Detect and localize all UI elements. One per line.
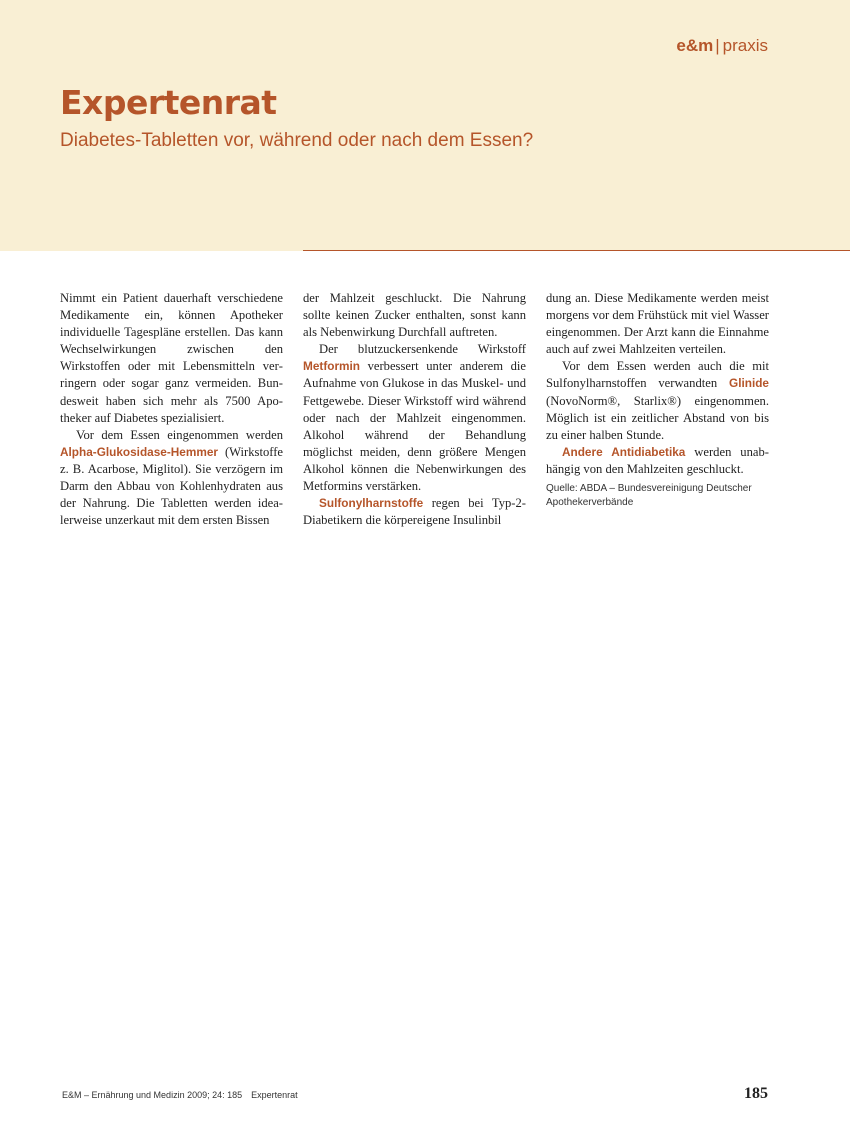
article-subtitle: Diabetes-Tabletten vor, während oder nach dem Essen? [60,130,534,151]
paragraph-alpha-glucosidase [60,427,283,530]
text-column-3 [546,290,769,510]
source-note: Quelle: ABDA – Bundesvereinigung Deutscher Apothekerverbände [546,483,752,509]
text-column-1 [60,290,283,529]
paragraph-text: werden unabhängig von den Mahlzeiten geschluckt. [546,444,769,476]
highlighted-term: Metformin [303,359,361,374]
paragraph-text: Der blutzuckersenkende Wirkstoff [319,342,526,357]
highlighted-term: Andere Antidiabetika [562,444,686,459]
page-number: 185 [744,1085,768,1102]
highlighted-term: Alpha-Glukosidase-Hemmer [60,444,218,459]
journal-brand: e&m [676,36,714,55]
paragraph-metformin [303,341,526,495]
journal-citation: E&M – Ernährung und Medizin 2009; 24: 185 [62,1090,243,1100]
paragraph-text: Vor dem Essen werden auch die mit Sulfonylharnstoffen verwandten [546,359,769,391]
paragraph-sulfonylurea [303,495,526,529]
paragraph-text: (Wirkstoffe z. B. Acarbose, Miglitol). Sie verzögern im Darm den Abbau von Kohlenhydraten aus der Nahrung. Die Tabletten werden idealerweise unzerkaut mit dem ersten Bissen [60,444,283,528]
paragraph-continuation: dung an. Diese Medikamente werden meist morgens vor dem Frühstück mit viel Wasser eingenommen. Der Arzt kann die Einnahme auch auf zwei Mahlzeiten verteilen. [546,291,769,357]
footer-topic: Expertenrat [251,1090,298,1100]
highlighted-term: Glinide [729,376,769,391]
section-separator: | [715,36,720,55]
paragraph-glinide [546,358,769,443]
paragraph-text: (NovoNorm®, Starlix®) eingenommen. Möglich ist ein zeitlicher Abstand von bis zu einer halben Stunde. [546,393,769,442]
article-title: Expertenrat [60,83,277,122]
paragraph-text: Vor dem Essen eingenommen werden [76,427,283,442]
footer-citation [62,1090,298,1100]
paragraph-continuation: der Mahlzeit geschluckt. Die Nahrung sollte keinen Zucker enthalten, sonst kann als Nebenwirkung Durchfall auftreten. [303,291,526,340]
section-name: praxis [722,36,768,55]
header-divider [303,250,850,251]
paragraph-text: verbessert unter anderem die Aufnahme von Glukose in das Muskel- und Fettgewebe. Dieser Wirkstoff wird während oder nach der Mahlzeit eingenommen. Alkohol während der Behandlung möglichst meiden, denn größere Mengen Alkohol können die Nebenwirkungen des Metformins verstärken. [303,359,526,494]
highlighted-term: Sulfonylharnstoffe [319,496,424,511]
paragraph-text: regen bei Typ-2-Diabetikern die körpereigene Insulinbil [303,496,526,528]
paragraph-intro: Nimmt ein Patient dauerhaft verschiedene Medikamente ein, können Apotheker individuelle Tagespläne erstellen. Das kann Wechselwirkungen zwischen den Wirkstoffen oder mit Lebensmitteln verringern oder sogar ganz vermeiden. Bundesweit haben sich mehr als 7500 Apotheker auf Diabetes spezialisiert. [60,291,283,425]
section-label [676,36,768,56]
paragraph-other-antidiabetics [546,444,769,478]
text-column-2 [303,290,526,529]
